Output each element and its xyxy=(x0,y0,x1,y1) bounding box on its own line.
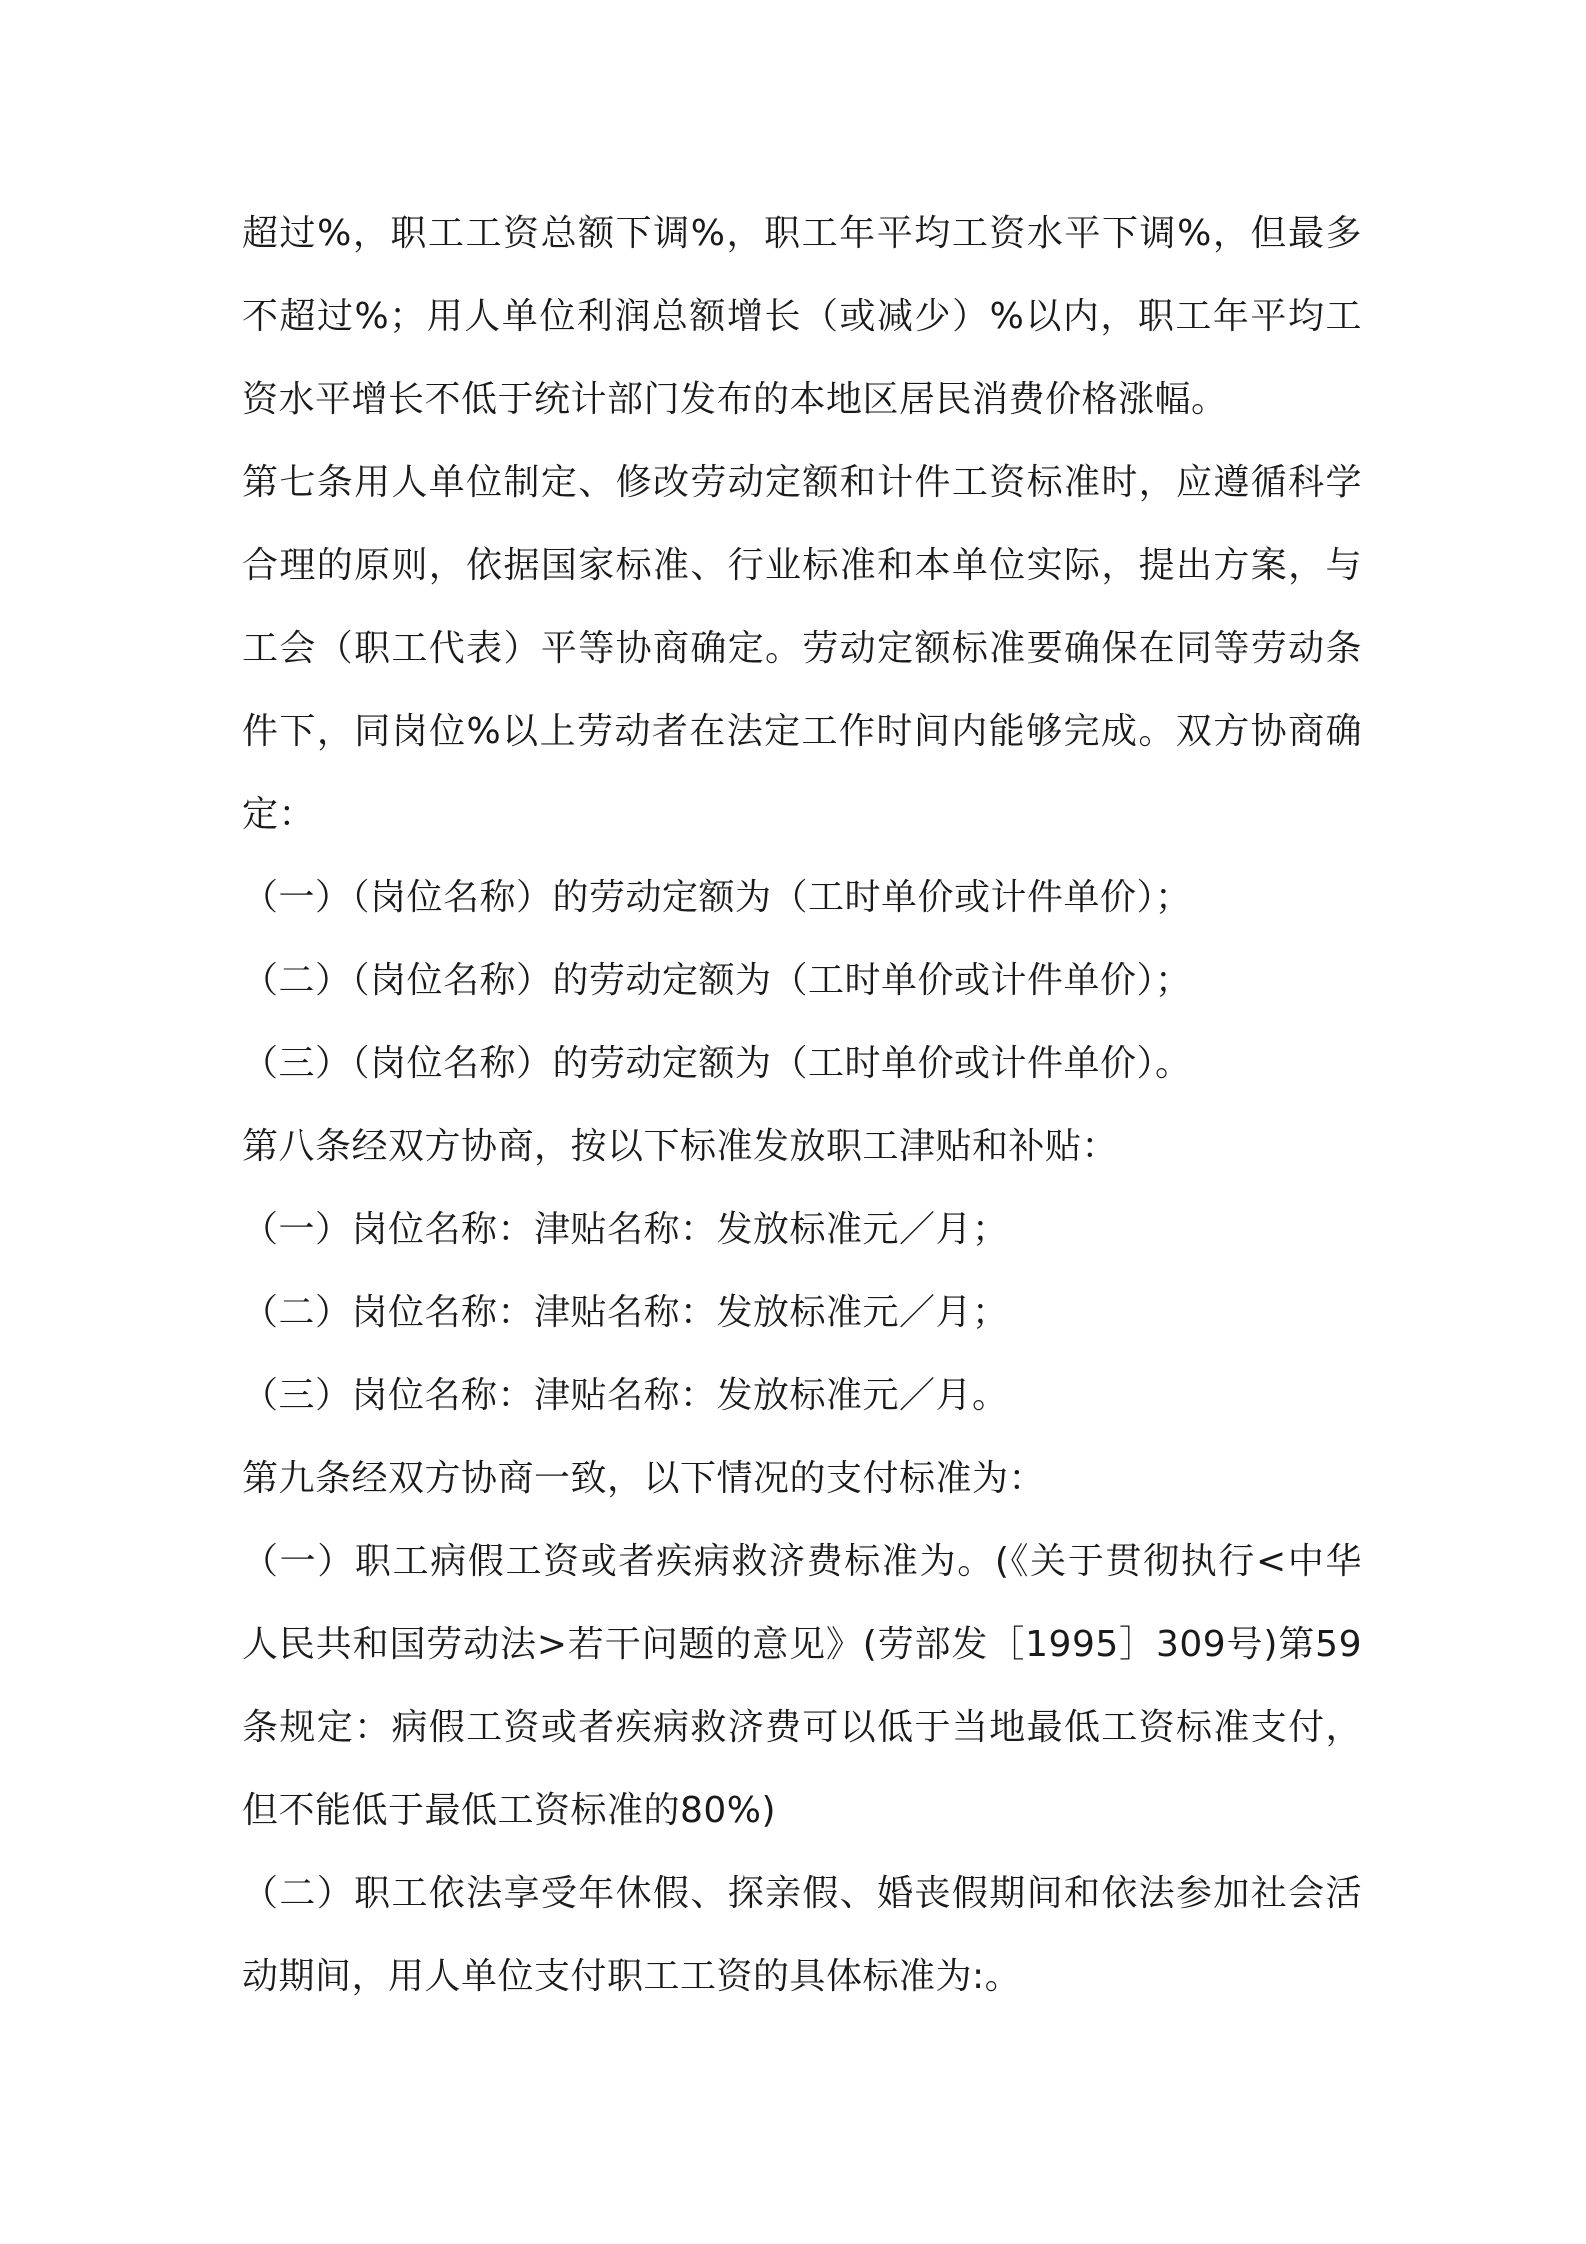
document-body xyxy=(242,192,1362,2018)
paragraph-article-9: 第九条经双方协商一致，以下情况的支付标准为： xyxy=(242,1458,1046,1499)
paragraph-article-8-item-1: （一）岗位名称：津贴名称：发放标准元／月； xyxy=(242,1209,1009,1250)
paragraph-article-9-item-1: （一）职工病假工资或者疾病救济费标准为。(《关于贯彻执行<中华人民共和国劳动法>若干问题的意见》(劳部发［1995］309号)第59条规定：病假工资或者疾病救济费可以低于当地最低工资标准支付，但不能低于最低工资标准的80%) xyxy=(242,1541,1362,1831)
paragraph-article-7-item-1: （一）（岗位名称）的劳动定额为（工时单价或计件单价）； xyxy=(242,877,1192,918)
paragraph-article-9-item-2: （二）职工依法享受年休假、探亲假、婚丧假期间和依法参加社会活动期间，用人单位支付职工工资的具体标准为:。 xyxy=(242,1873,1362,1997)
paragraph-article-8-item-2: （二）岗位名称：津贴名称：发放标准元／月； xyxy=(242,1292,1009,1333)
paragraph-article-7-item-2: （二）（岗位名称）的劳动定额为（工时单价或计件单价）； xyxy=(242,960,1192,1001)
paragraph-article-7-item-3: （三）（岗位名称）的劳动定额为（工时单价或计件单价）。 xyxy=(242,1043,1192,1084)
paragraph-article-7: 第七条用人单位制定、修改劳动定额和计件工资标准时，应遵循科学合理的原则，依据国家标准、行业标准和本单位实际，提出方案，与工会（职工代表）平等协商确定。劳动定额标准要确保在同等劳动条件下，同岗位%以上劳动者在法定工作时间内能够完成。双方协商确定： xyxy=(242,462,1362,835)
paragraph-article-8: 第八条经双方协商，按以下标准发放职工津贴和补贴： xyxy=(242,1126,1119,1167)
paragraph-article-8-item-3: （三）岗位名称：津贴名称：发放标准元／月。 xyxy=(242,1375,1009,1416)
paragraph-wage-adjustment: 超过%，职工工资总额下调%，职工年平均工资水平下调%，但最多不超过%；用人单位利润总额增长（或减少）%以内，职工年平均工资水平增长不低于统计部门发布的本地区居民消费价格涨幅。 xyxy=(242,213,1362,420)
